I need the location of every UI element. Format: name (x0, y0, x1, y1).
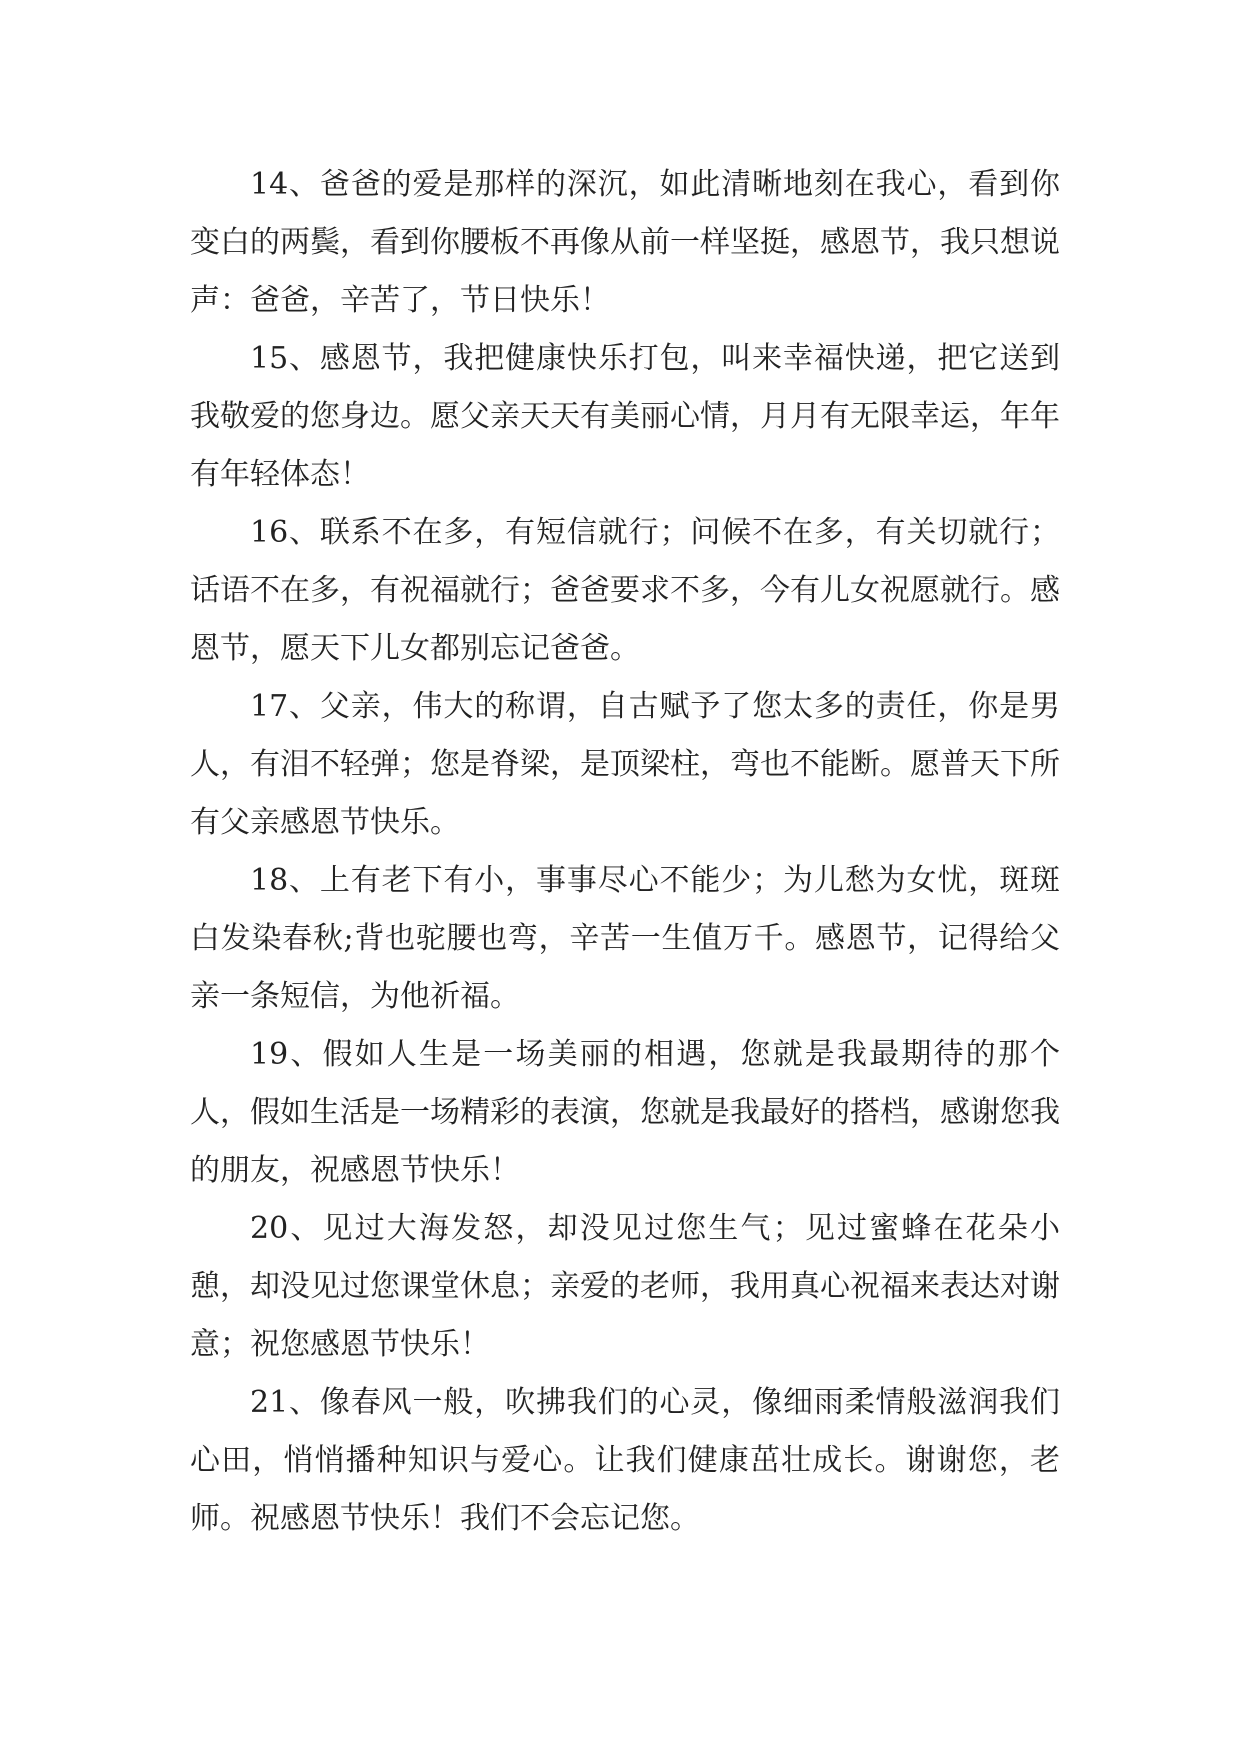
paragraph-17: 17、父亲，伟大的称谓，自古赋予了您太多的责任，你是男人，有泪不轻弹；您是脊梁，是顶梁柱，弯也不能断。愿普天下所有父亲感恩节快乐。 (190, 689, 1060, 840)
paragraph-15: 15、感恩节，我把健康快乐打包，叫来幸福快递，把它送到我敬爱的您身边。愿父亲天天有美丽心情，月月有无限幸运，年年有年轻体态！ (190, 341, 1060, 492)
paragraph-16: 16、联系不在多，有短信就行；问候不在多，有关切就行；话语不在多，有祝福就行；爸爸要求不多，今有儿女祝愿就行。感恩节，愿天下儿女都别忘记爸爸。 (190, 515, 1060, 666)
paragraph-14: 14、爸爸的爱是那样的深沉，如此清晰地刻在我心，看到你变白的两鬓，看到你腰板不再像从前一样坚挺，感恩节，我只想说声：爸爸，辛苦了，节日快乐！ (190, 167, 1060, 318)
paragraph-19: 19、假如人生是一场美丽的相遇，您就是我最期待的那个人，假如生活是一场精彩的表演，您就是我最好的搭档，感谢您我的朋友，祝感恩节快乐！ (190, 1037, 1060, 1188)
paragraph-21: 21、像春风一般，吹拂我们的心灵，像细雨柔情般滋润我们心田，悄悄播种知识与爱心。让我们健康茁壮成长。谢谢您，老师。祝感恩节快乐！我们不会忘记您。 (190, 1385, 1060, 1536)
paragraph-18: 18、上有老下有小，事事尽心不能少；为儿愁为女忧，斑斑白发染春秋;背也驼腰也弯，辛苦一生值万千。感恩节，记得给父亲一条短信，为他祈福。 (190, 863, 1060, 1014)
document-body (190, 156, 1060, 1548)
paragraph-20: 20、见过大海发怒，却没见过您生气；见过蜜蜂在花朵小憩，却没见过您课堂休息；亲爱的老师，我用真心祝福来表达对谢意；祝您感恩节快乐！ (190, 1211, 1060, 1362)
